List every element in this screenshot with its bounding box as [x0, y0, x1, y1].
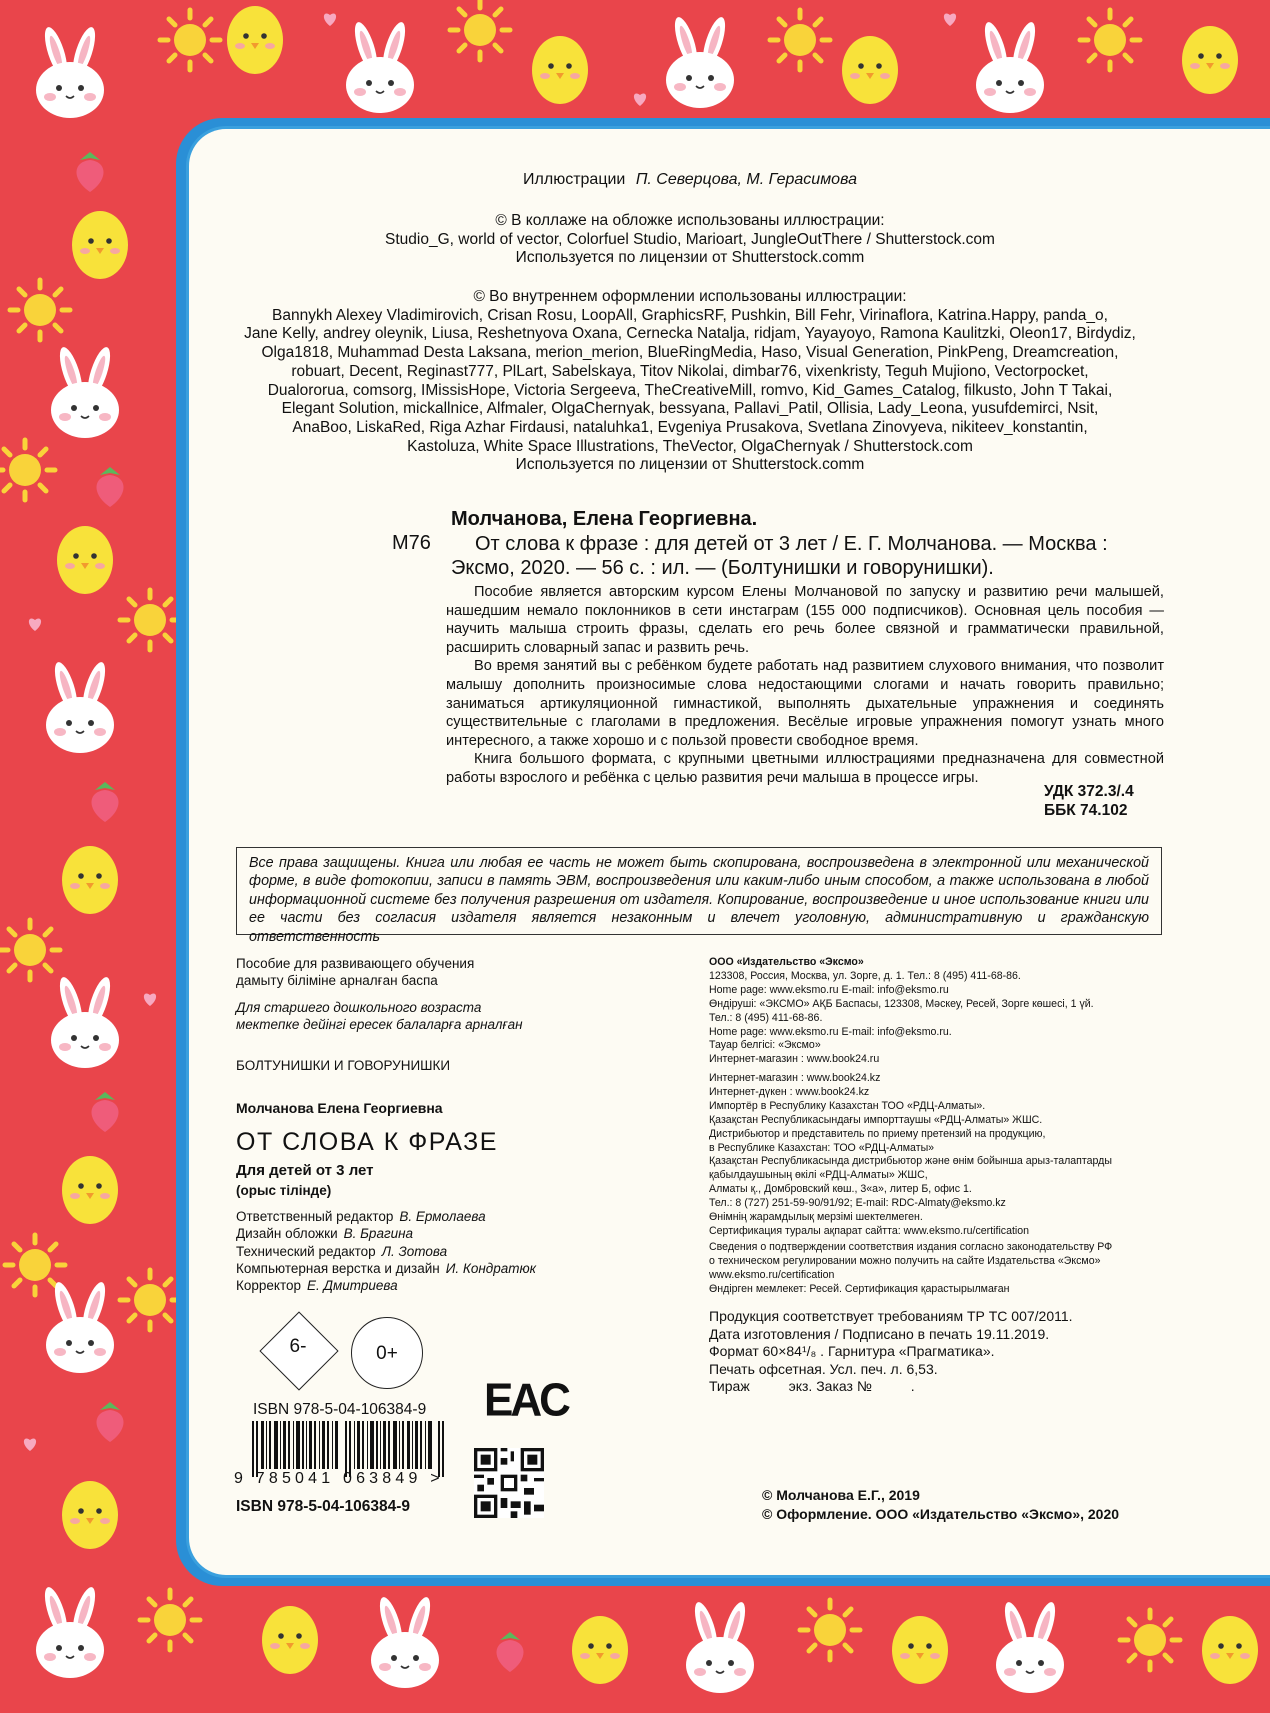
- publisher-line: Импортёр в Республику Казахстан ТОО «РДЦ-Алматы».: [709, 1099, 986, 1112]
- publisher-line: Тел.: 8 (495) 411-68-86.: [709, 1011, 823, 1024]
- credits-line: AnaBoo, LiskaRed, Riga Azhar Firdausi, nataluhka1, Evgeniya Prusakova, Svetlana Zinovyeva, nikiteev_konstantin,: [292, 418, 1088, 436]
- staff-row: [236, 1208, 536, 1225]
- staff-role: Корректор: [236, 1278, 302, 1294]
- cover-credits: [220, 212, 1160, 268]
- staff-list: [236, 1208, 536, 1294]
- certification-info: [709, 1241, 1169, 1297]
- annotation-paragraph: Книга большого формата, с крупными цветными иллюстрациями предназначена для совместной работы взрослого и ребёнка с целью развития речи малыша в процессе игры.: [446, 751, 1164, 786]
- credits-line: robuart, Decent, Reginast777, PlLart, Sabelskaya, Titov Nikolai, dimbar76, vixenkristy, Teguh Mujiono, Vectorpocket,: [291, 362, 1089, 380]
- publisher-line: Алматы қ., Домбровский көш., 3«а», литер Б, офис 1.: [709, 1183, 972, 1196]
- copyright-block: [762, 1486, 1119, 1523]
- age-block: [236, 999, 523, 1033]
- classification-codes: [1044, 782, 1134, 820]
- staff-row: [236, 1277, 536, 1294]
- age-line: мектепке дейінгі ересек балаларға арналған: [236, 1017, 523, 1032]
- credits-line: © В коллаже на обложке использованы иллюстрации:: [495, 212, 885, 229]
- publisher-line: www.eksmo.ru/certification: [709, 1268, 835, 1281]
- credits-line: Kastoluza, White Space Illustrations, TheVector, OlgaChernyak / Shutterstock.com: [407, 437, 973, 455]
- publisher-line: Интернет-магазин : www.book24.ru: [709, 1053, 880, 1066]
- qr-code-icon: [474, 1448, 544, 1518]
- credits-line: Dualororua, comsorg, IMissisHope, Victoria Sergeeva, TheCreativeMill, romvo, Kid_Games_Catalog, filkusto, John T Takai,: [267, 381, 1113, 399]
- staff-role: Дизайн обложки: [236, 1226, 338, 1242]
- credits-line: © Во внутреннем оформлении использованы иллюстрации:: [473, 288, 907, 305]
- publisher-line: Өнімнің жарамдылық мерзімі шектелмеген.: [709, 1211, 923, 1224]
- publisher-line: Тел.: 8 (727) 251-59-90/91/92; E-mail: RDC-Almaty@eksmo.kz: [709, 1197, 1006, 1210]
- publisher-line: қабылдаушының өкілі «РДЦ-Алматы» ЖШС,: [709, 1169, 928, 1182]
- age-line: Для старшего дошкольного возраста: [236, 1000, 482, 1015]
- bib-author: Молчанова, Елена Георгиевна.: [451, 508, 758, 530]
- publisher-line: Интернет-магазин : www.book24.kz: [709, 1072, 881, 1084]
- staff-row: [236, 1243, 536, 1260]
- publisher-line: о техническом регулировании можно получить на сайте Издательства «Эксмо»: [709, 1254, 1101, 1267]
- illustrators-label: Иллюстрации: [523, 171, 626, 188]
- annotation: [446, 583, 1164, 788]
- annotation-paragraph: Пособие является авторским курсом Елены Молчановой по запуску и развитию речи малышей, нашедшим немало поклонников в сети инстаграм (155 000 подписчиков). Основная цель пособия — научить малыша строить фразы, сделать его речь более связной и грамматически правильной, расширить словарный запас и развить речь.: [446, 584, 1164, 656]
- author-name: Молчанова Елена Георгиевна: [236, 1100, 443, 1116]
- purpose-line: дамыту біліміне арналған баспа: [236, 973, 438, 988]
- publisher-line: в Республике Казахстан: ТОО «РДЦ-Алматы»: [709, 1141, 935, 1154]
- production-line: Тираж экз. Заказ № .: [709, 1378, 915, 1394]
- credits-line: Используется по лицензии от Shutterstock.comm: [515, 249, 865, 267]
- bbk-code: ББК 74.102: [1044, 802, 1128, 819]
- staff-name: Е. Дмитриева: [307, 1278, 398, 1294]
- book-title: ОТ СЛОВА К ФРАЗЕ: [236, 1128, 498, 1156]
- publisher-info: [709, 956, 1169, 1067]
- publisher-line: Интернет-дүкен : www.book24.kz: [709, 1085, 870, 1098]
- credits-line: Jane Kelly, andrey oleynik, Liusa, Reshetnyova Oxana, Cernecka Natalja, ridjam, Yayayoyo, Ramona Kaulitzki, Oleon17, Birdydiz,: [244, 325, 1136, 343]
- interior-credits: [220, 288, 1160, 475]
- book-subtitle: Для детей от 3 лет: [236, 1162, 374, 1179]
- credits-line: Используется по лицензии от Shutterstock.comm: [515, 456, 865, 474]
- production-info: [709, 1308, 1073, 1396]
- kazakhstan-info: [709, 1072, 1169, 1239]
- publisher-line: Қазақстан Республикасындағы импорттаушы «РДЦ-Алматы» ЖШС.: [709, 1113, 1043, 1126]
- production-line: Дата изготовления / Подписано в печать 19.11.2019.: [709, 1325, 1050, 1342]
- copyright-line: © Оформление. ООО «Издательство «Эксмо», 2020: [762, 1505, 1120, 1522]
- series-name: БОЛТУНИШКИ И ГОВОРУНИШКИ: [236, 1058, 451, 1073]
- udk-code: УДК 372.3/.4: [1044, 783, 1134, 800]
- publisher-line: Тауар белгісі: «Эксмо»: [709, 1039, 821, 1052]
- publisher-line: Home page: www.eksmo.ru E-mail: info@eksmo.ru: [709, 983, 949, 996]
- staff-role: Компьютерная верстка и дизайн: [236, 1260, 440, 1276]
- credits-line: Studio_G, world of vector, Colorfuel Studio, Marioart, JungleOutThere / Shutterstock.com: [385, 230, 995, 248]
- staff-row: [236, 1260, 536, 1277]
- credits-line: Elegant Solution, mickallnice, Alfmaler, OlgaChernyak, bessyana, Pallavi_Patil, Ollisia, Lady_Leona, yusufdemirci, Nsit,: [281, 400, 1099, 418]
- bib-description: От слова к фразе : для детей от 3 лет / Е. Г. Молчанова. — Москва : Эксмо, 2020. — 56 с. : ил. — (Болтунишки и говорунишки).: [451, 533, 1108, 579]
- age-rating-6: 6-: [289, 1336, 307, 1357]
- staff-name: В. Ермолаева: [399, 1209, 486, 1224]
- age-rating-0: 0+: [351, 1317, 423, 1389]
- annotation-paragraph: Во время занятий вы с ребёнком будете работать над развитием слухового внимания, что позволит малышу дополнить произносимые слова недостающими слогами и начать говорить правильно; заниматься артикуляционной гимнастикой, выполнять дыхательные упражнения и соединять существительные с глаголами в предложения. Весёлые игровые упражнения помогут узнать много интересного, а также хорошо и с пользой провести свободное время.: [446, 658, 1164, 749]
- credits-line: Olga1818, Muhammad Desta Laksana, merion_merion, BlueRingMedia, Haso, Visual Generation, PinkPeng, Dreamcreation,: [261, 344, 1119, 362]
- publisher-line: Қазақстан Республикасында дистрибьютор және өнім бойынша арыз-талаптарды: [709, 1155, 1112, 1168]
- rights-notice: Все права защищены. Книга или любая ее часть не может быть скопирована, воспроизведена в электронной или механической форме, в виде фотокопии, записи в память ЭВМ, воспроизведения или каким-либо иным способом, а также использована в любой информационной системе без получения разрешения от издателя. Копирование, воспроизведение и иное использование книги или ее части без согласия издателя является незаконным и влечет уголовную, административную и гражданскую ответственность: [236, 847, 1162, 935]
- publisher-line: Сертификация туралы ақпарат сайтта: www.eksmo.ru/certification: [709, 1224, 1030, 1237]
- staff-role: Технический редактор: [236, 1243, 376, 1259]
- staff-name: И. Кондратюк: [445, 1260, 537, 1276]
- illustrators-names: П. Северцова, М. Герасимова: [635, 171, 857, 188]
- publisher-line: Сведения о подтверждении соответствия издания согласно законодательству РФ: [709, 1241, 1113, 1253]
- publisher-line: Дистрибьютор и представитель по приему претензий на продукцию,: [709, 1127, 1046, 1140]
- isbn-top: ISBN 978-5-04-106384-9: [253, 1401, 427, 1418]
- publisher-line: Өндіруші: «ЭКСМО» АҚБ Баспасы, 123308, Мәскеу, Ресей, Зорге көшесі, 1 үй.: [709, 997, 1094, 1010]
- barcode-icon: [252, 1421, 448, 1477]
- production-line: Продукция соответствует требованиям ТР ТС 007/2011.: [709, 1308, 1073, 1324]
- staff-name: В. Брагина: [343, 1226, 414, 1242]
- staff-row: [236, 1225, 536, 1242]
- bib-code: М76: [392, 532, 431, 554]
- copyright-line: © Молчанова Е.Г., 2019: [762, 1487, 920, 1503]
- staff-role: Ответственный редактор: [236, 1209, 394, 1224]
- purpose-block: [236, 955, 474, 989]
- publisher-line: Home page: www.eksmo.ru E-mail: info@eksmo.ru.: [709, 1025, 952, 1038]
- publisher-line: ООО «Издательство «Эксмо»: [709, 956, 864, 968]
- illustrators-line: [220, 170, 1160, 189]
- staff-name: Л. Зотова: [381, 1243, 448, 1259]
- barcode-digits: 9 785041 063849 >: [234, 1470, 444, 1487]
- eac-mark: EAC: [484, 1374, 568, 1427]
- production-line: Формат 60×84¹/₈ . Гарнитура «Прагматика».: [709, 1343, 995, 1359]
- isbn-bottom: ISBN 978-5-04-106384-9: [236, 1498, 411, 1515]
- publisher-line: Өндірген мемлекет: Ресей. Сертификация қарастырылмаған: [709, 1282, 1010, 1295]
- purpose-line: Пособие для развивающего обучения: [236, 956, 475, 971]
- production-line: Печать офсетная. Усл. печ. л. 6,53.: [709, 1360, 938, 1377]
- language-note: (орыс тілінде): [236, 1183, 332, 1198]
- publisher-line: 123308, Россия, Москва, ул. Зорге, д. 1. Тел.: 8 (495) 411-68-86.: [709, 969, 1021, 982]
- credits-line: Bannykh Alexey Vladimirovich, Crisan Rosu, LoopAll, GraphicsRF, Pushkin, Bill Fehr, Virinaflora, Katrina.Happy, panda_o,: [272, 306, 1108, 324]
